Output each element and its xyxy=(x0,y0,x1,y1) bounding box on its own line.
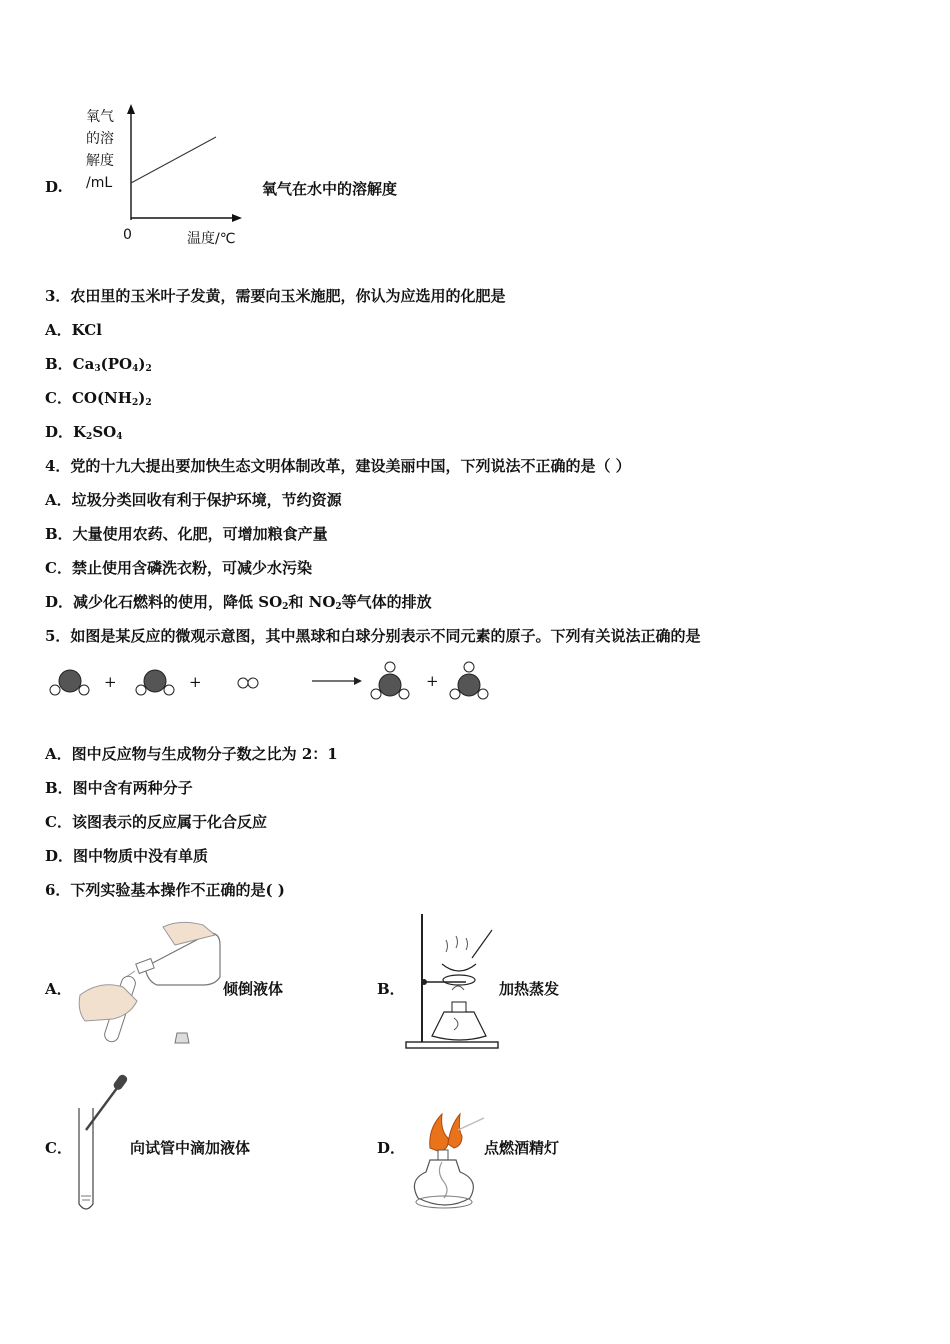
graph-axes xyxy=(0,0,950,260)
solubility-line xyxy=(131,137,216,183)
reactant-molecule-3 xyxy=(238,678,258,688)
q3-option-b: B．$Ca_3(PO_4)_2$ xyxy=(45,355,152,374)
q6-option-c-caption: 向试管中滴加液体 xyxy=(130,1139,251,1157)
plus-sign-3: + xyxy=(426,672,439,690)
pouring-liquid-illustration xyxy=(75,915,225,1050)
reactant-molecule-2 xyxy=(136,670,174,695)
product-molecule-2 xyxy=(450,662,488,699)
y-axis-line-1: 氧气 xyxy=(86,109,114,125)
q6-option-d-caption: 点燃酒精灯 xyxy=(484,1139,560,1157)
q5-stem: 5．如图是某反应的微观示意图，其中黑球和白球分别表示不同元素的原子。下列有关说法正确的是 xyxy=(45,627,701,645)
q3-option-a: A．KCl xyxy=(45,321,102,339)
y-axis-line-4: /mL xyxy=(86,175,113,191)
product-molecule-1 xyxy=(371,662,409,699)
q3-stem: 3．农田里的玉米叶子发黄，需要向玉米施肥，你认为应选用的化肥是 xyxy=(45,287,506,305)
q4-option-a: A．垃圾分类回收有利于保护环境，节约资源 xyxy=(45,491,342,509)
y-axis-line-3: 解度 xyxy=(86,153,114,169)
q2-option-d-caption: 氧气在水中的溶解度 xyxy=(262,180,398,198)
q6-stem: 6．下列实验基本操作不正确的是( ) xyxy=(45,881,285,899)
q3-option-c: C．$CO(NH_2)_2$ xyxy=(45,389,152,408)
q6-option-b-caption: 加热蒸发 xyxy=(499,980,560,998)
q5-option-c: C．该图表示的反应属于化合反应 xyxy=(45,813,267,831)
plus-sign-2: + xyxy=(189,673,202,691)
q6-option-d-label: D． xyxy=(377,1139,406,1157)
origin-label: 0 xyxy=(123,227,132,243)
q5-option-d: D．图中物质中没有单质 xyxy=(45,847,209,865)
y-axis-line-2: 的溶 xyxy=(86,131,114,147)
q5-option-a: A．图中反应物与生成物分子数之比为 2：1 xyxy=(45,745,338,763)
evaporation-illustration xyxy=(404,912,504,1052)
q6-option-b-label: B． xyxy=(377,980,405,998)
reactant-molecule-1 xyxy=(50,670,89,695)
q4-option-d: D．减少化石燃料的使用，降低 $SO_2$和 $NO_2$等气体的排放 xyxy=(45,593,432,612)
q3-option-d: D．$K_2SO_4$ xyxy=(45,423,123,442)
x-axis-label: 温度/℃ xyxy=(187,231,236,247)
q6-option-a-label: A． xyxy=(45,980,72,998)
reaction-diagram xyxy=(0,655,950,715)
q6-option-c-label: C． xyxy=(45,1139,72,1157)
q4-stem: 4．党的十九大提出要加快生态文明体制改革，建设美丽中国，下列说法不正确的是（ ） xyxy=(45,457,631,475)
alcohol-lamp-illustration xyxy=(400,1108,490,1218)
plus-sign-1: + xyxy=(104,673,117,691)
q5-option-b: B．图中含有两种分子 xyxy=(45,779,193,797)
q4-option-c: C．禁止使用含磷洗衣粉，可减少水污染 xyxy=(45,559,312,577)
q6-option-a-caption: 倾倒液体 xyxy=(223,980,284,998)
q4-option-b: B．大量使用农药、化肥，可增加粮食产量 xyxy=(45,525,328,543)
q2-option-d-label: D. xyxy=(45,178,63,196)
